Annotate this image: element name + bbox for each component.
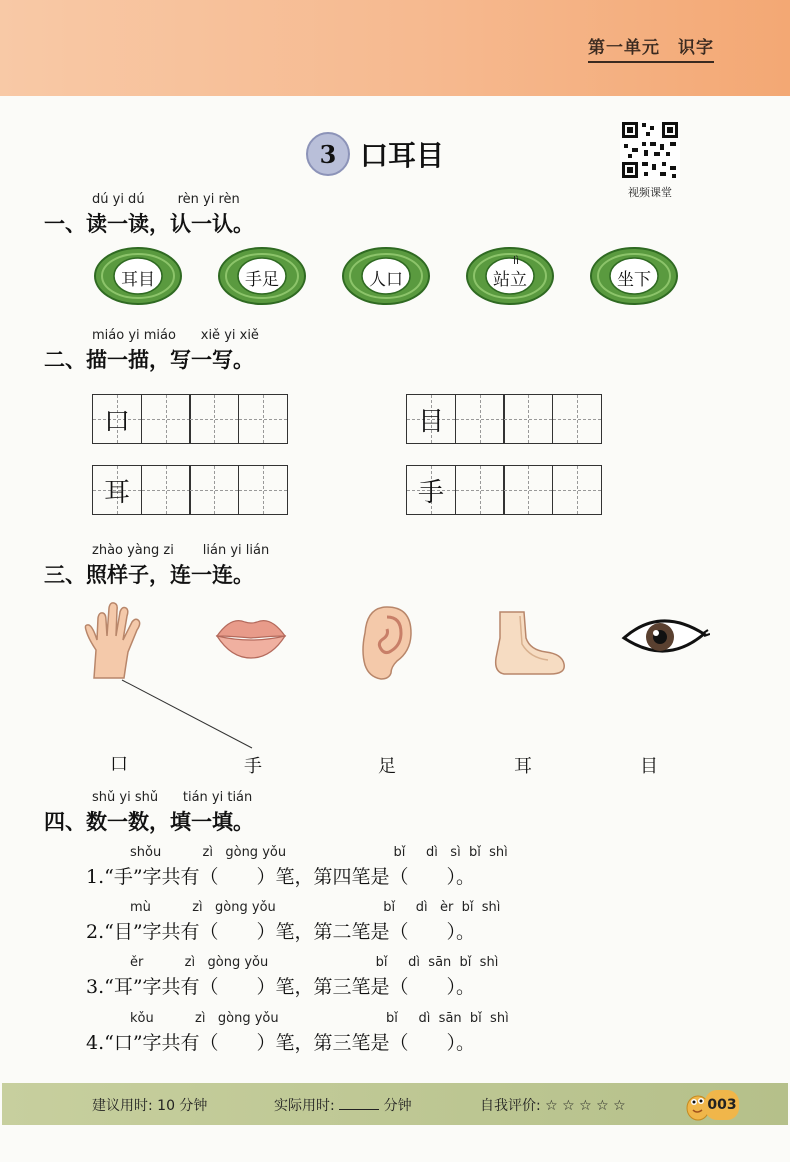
example-connect-line bbox=[118, 676, 258, 752]
question-4[interactable]: 4.“口”字共有（ ）笔，第三笔是（ ）。 bbox=[86, 1032, 476, 1054]
leaf-pinyin-li: lì bbox=[513, 254, 520, 267]
leaf-word-text: 坐下 bbox=[617, 270, 651, 290]
writing-cell[interactable] bbox=[455, 465, 505, 515]
writing-cell[interactable] bbox=[189, 394, 239, 444]
lesson-title: 口耳目 bbox=[360, 139, 445, 172]
question-2-pinyin: mù zì gòng yǒu bǐ dì èr bǐ shì bbox=[130, 900, 501, 915]
writing-cell[interactable] bbox=[552, 465, 602, 515]
writing-cell[interactable] bbox=[238, 394, 288, 444]
writing-cell[interactable] bbox=[141, 465, 191, 515]
page-number: 003 bbox=[705, 1090, 739, 1120]
writing-cell[interactable] bbox=[238, 465, 288, 515]
writing-grid-mu[interactable] bbox=[406, 394, 602, 444]
match-char-kou[interactable]: 口 bbox=[110, 754, 128, 775]
writing-cell[interactable]: 口 bbox=[92, 394, 142, 444]
match-char-er[interactable]: 耳 bbox=[514, 756, 532, 777]
writing-grid-kou[interactable] bbox=[92, 394, 288, 444]
section4-title: 四、数一数，填一填。 bbox=[44, 809, 254, 834]
writing-cell[interactable] bbox=[503, 394, 553, 444]
question-3-pinyin: ěr zì gòng yǒu bǐ dì sān bǐ shì bbox=[130, 955, 499, 970]
leaf-word-text: 人口 bbox=[369, 270, 403, 290]
section2-pinyin: miáo yi miáo xiě yi xiě bbox=[92, 328, 259, 343]
section4-pinyin: shǔ yi shǔ tián yi tián bbox=[92, 790, 253, 805]
self-evaluation-stars[interactable]: 自我评价: ☆ ☆ ☆ ☆ ☆ bbox=[480, 1098, 626, 1114]
question-2[interactable]: 2.“目”字共有（ ）笔，第二笔是（ ）。 bbox=[86, 921, 476, 943]
actual-time-label: 实际用时: bbox=[274, 1098, 335, 1114]
leaf-word-text: 站立 bbox=[493, 270, 527, 290]
section1-title: 一、读一读，认一认。 bbox=[44, 211, 254, 236]
leaf-word-item[interactable] bbox=[589, 246, 679, 310]
leaf-word-item[interactable] bbox=[341, 246, 431, 310]
writing-cell[interactable]: 手 bbox=[406, 465, 456, 515]
leaf-word-item[interactable] bbox=[465, 246, 555, 310]
leaf-word-item[interactable] bbox=[93, 246, 183, 310]
unit-label: 第一单元 识字 bbox=[588, 33, 714, 63]
actual-time bbox=[274, 1095, 412, 1115]
section3-title: 三、照样子，连一连。 bbox=[44, 562, 254, 587]
match-char-shou[interactable]: 手 bbox=[244, 756, 262, 777]
suggested-time: 建议用时: 10 分钟 bbox=[92, 1098, 208, 1114]
question-3[interactable]: 3.“耳”字共有（ ）笔，第三笔是（ ）。 bbox=[86, 976, 476, 998]
leaf-word-text: 耳目 bbox=[121, 270, 155, 290]
writing-cell[interactable]: 目 bbox=[406, 394, 456, 444]
writing-grid-shou[interactable] bbox=[406, 465, 602, 515]
lesson-number-badge: 3 bbox=[306, 132, 350, 176]
hand-picture[interactable] bbox=[80, 600, 150, 680]
writing-cell[interactable] bbox=[503, 465, 553, 515]
match-char-mu[interactable]: 目 bbox=[640, 756, 658, 777]
actual-time-blank[interactable] bbox=[339, 1097, 379, 1110]
writing-cell[interactable]: 耳 bbox=[92, 465, 142, 515]
actual-time-unit: 分钟 bbox=[383, 1098, 412, 1114]
writing-cell[interactable] bbox=[189, 465, 239, 515]
question-1[interactable]: 1.“手”字共有（ ）笔，第四笔是（ ）。 bbox=[86, 866, 476, 888]
section1-pinyin: dú yi dú rèn yi rèn bbox=[92, 192, 240, 207]
mouth-picture[interactable] bbox=[213, 614, 289, 660]
writing-cell[interactable] bbox=[141, 394, 191, 444]
match-char-zu[interactable]: 足 bbox=[378, 756, 396, 777]
foot-picture[interactable] bbox=[490, 608, 570, 680]
ear-picture[interactable] bbox=[357, 603, 417, 681]
qr-label: 视频课堂 bbox=[628, 186, 672, 199]
leaf-word-text: 手足 bbox=[245, 270, 279, 290]
writing-cell[interactable] bbox=[552, 394, 602, 444]
eye-picture[interactable] bbox=[620, 612, 710, 662]
leaf-word-item[interactable] bbox=[217, 246, 307, 310]
qr-code-icon[interactable] bbox=[620, 120, 680, 180]
question-1-pinyin: shǒu zì gòng yǒu bǐ dì sì bǐ shì bbox=[130, 845, 508, 860]
writing-grid-er[interactable] bbox=[92, 465, 288, 515]
writing-cell[interactable] bbox=[455, 394, 505, 444]
question-4-pinyin: kǒu zì gòng yǒu bǐ dì sān bǐ shì bbox=[130, 1011, 509, 1026]
section3-pinyin: zhào yàng zi lián yi lián bbox=[92, 543, 270, 558]
lesson-title-block bbox=[306, 132, 444, 176]
section2-title: 二、描一描，写一写。 bbox=[44, 347, 254, 372]
